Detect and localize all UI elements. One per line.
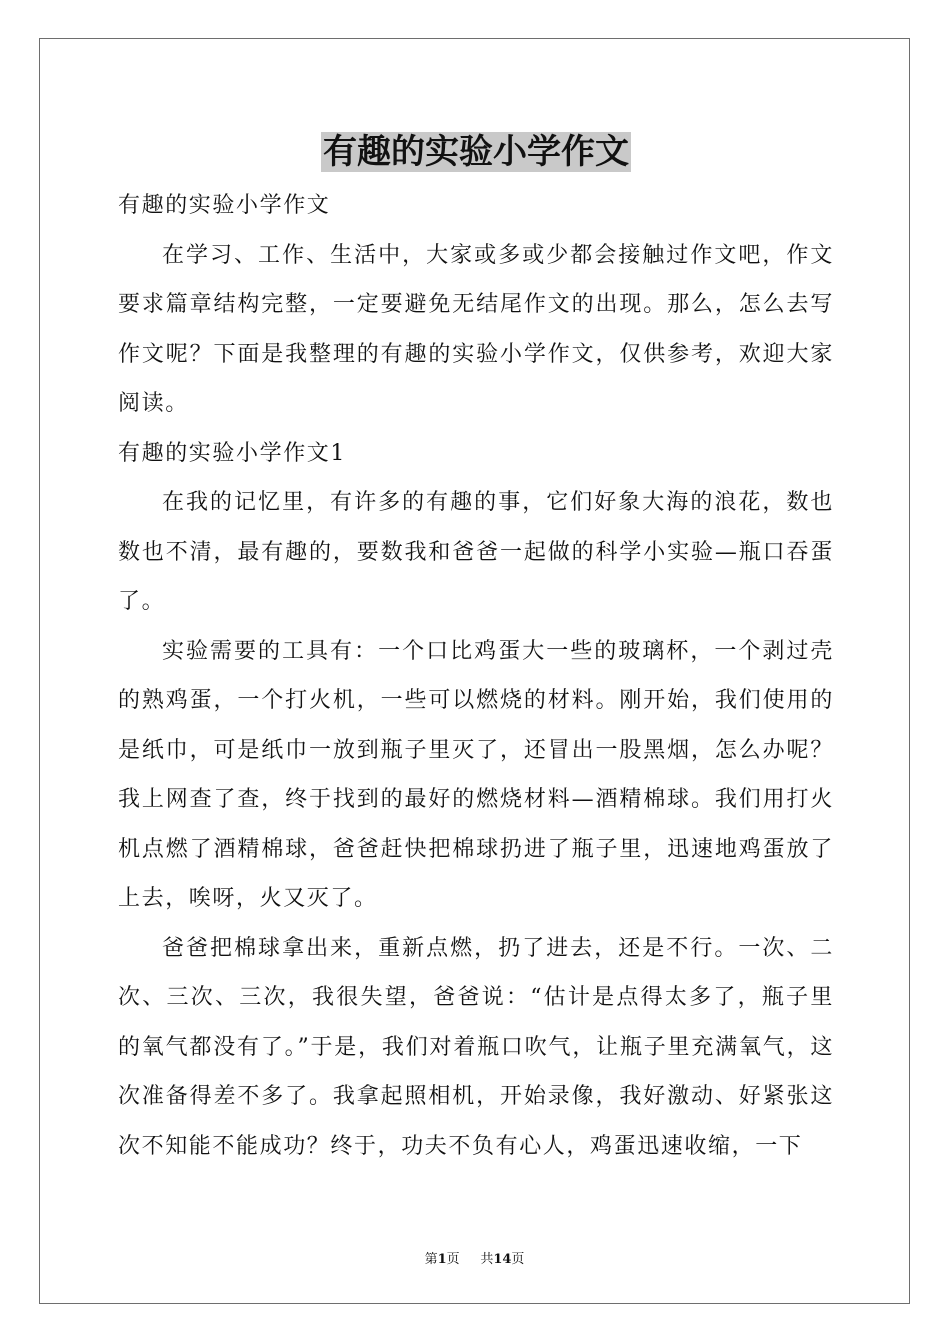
section-heading-1: 有趣的实验小学作文1 xyxy=(118,440,346,466)
page-suffix: 页 xyxy=(446,1252,460,1267)
intro-paragraph: 在学习、工作、生活中，大家或多或少都会接触过作文吧，作文要求篇章结构完整，一定要避免无结尾作文的出现。那么，怎么去写作文呢？下面是我整理的有趣的实验小学作文，仅供参考，欢迎大家阅读。 xyxy=(118,242,834,416)
total-prefix: 共 xyxy=(480,1252,494,1267)
document-page xyxy=(39,38,910,1304)
total-pages: 14 xyxy=(493,1252,512,1267)
document-title xyxy=(118,129,834,175)
body-paragraph-1: 在我的记忆里，有许多的有趣的事，它们好象大海的浪花，数也数也不清，最有趣的，要数我和爸爸一起做的科学小实验—瓶口吞蛋了。 xyxy=(118,490,834,614)
page-footer xyxy=(40,1248,909,1267)
total-suffix: 页 xyxy=(511,1252,525,1267)
document-title-text: 有趣的实验小学作文 xyxy=(323,132,629,172)
body-paragraph-2: 实验需要的工具有：一个口比鸡蛋大一些的玻璃杯，一个剥过壳的熟鸡蛋，一个打火机，一些可以燃烧的材料。刚开始，我们使用的是纸巾，可是纸巾一放到瓶子里灭了，还冒出一股黑烟，怎么办呢？我上网查了查，终于找到的最好的燃烧材料—酒精棉球。我们用打火机点燃了酒精棉球，爸爸赶快把棉球扔进了瓶子里，迅速地鸡蛋放了上去，唉呀，火又灭了。 xyxy=(118,638,834,911)
body-paragraph-3: 爸爸把棉球拿出来，重新点燃，扔了进去，还是不行。一次、二次、三次、三次，我很失望，爸爸说：“估计是点得太多了，瓶子里的氧气都没有了。”于是，我们对着瓶口吹气，让瓶子里充满氧气，这次准备得差不多了。我拿起照相机，开始录像，我好激动、好紧张这次不知能不能成功？终于，功夫不负有心人，鸡蛋迅速收缩，一下 xyxy=(118,935,834,1159)
page-number: 1 xyxy=(437,1252,447,1267)
page-prefix: 第 xyxy=(424,1252,438,1267)
intro-heading: 有趣的实验小学作文 xyxy=(118,193,331,218)
document-content xyxy=(118,129,834,1171)
